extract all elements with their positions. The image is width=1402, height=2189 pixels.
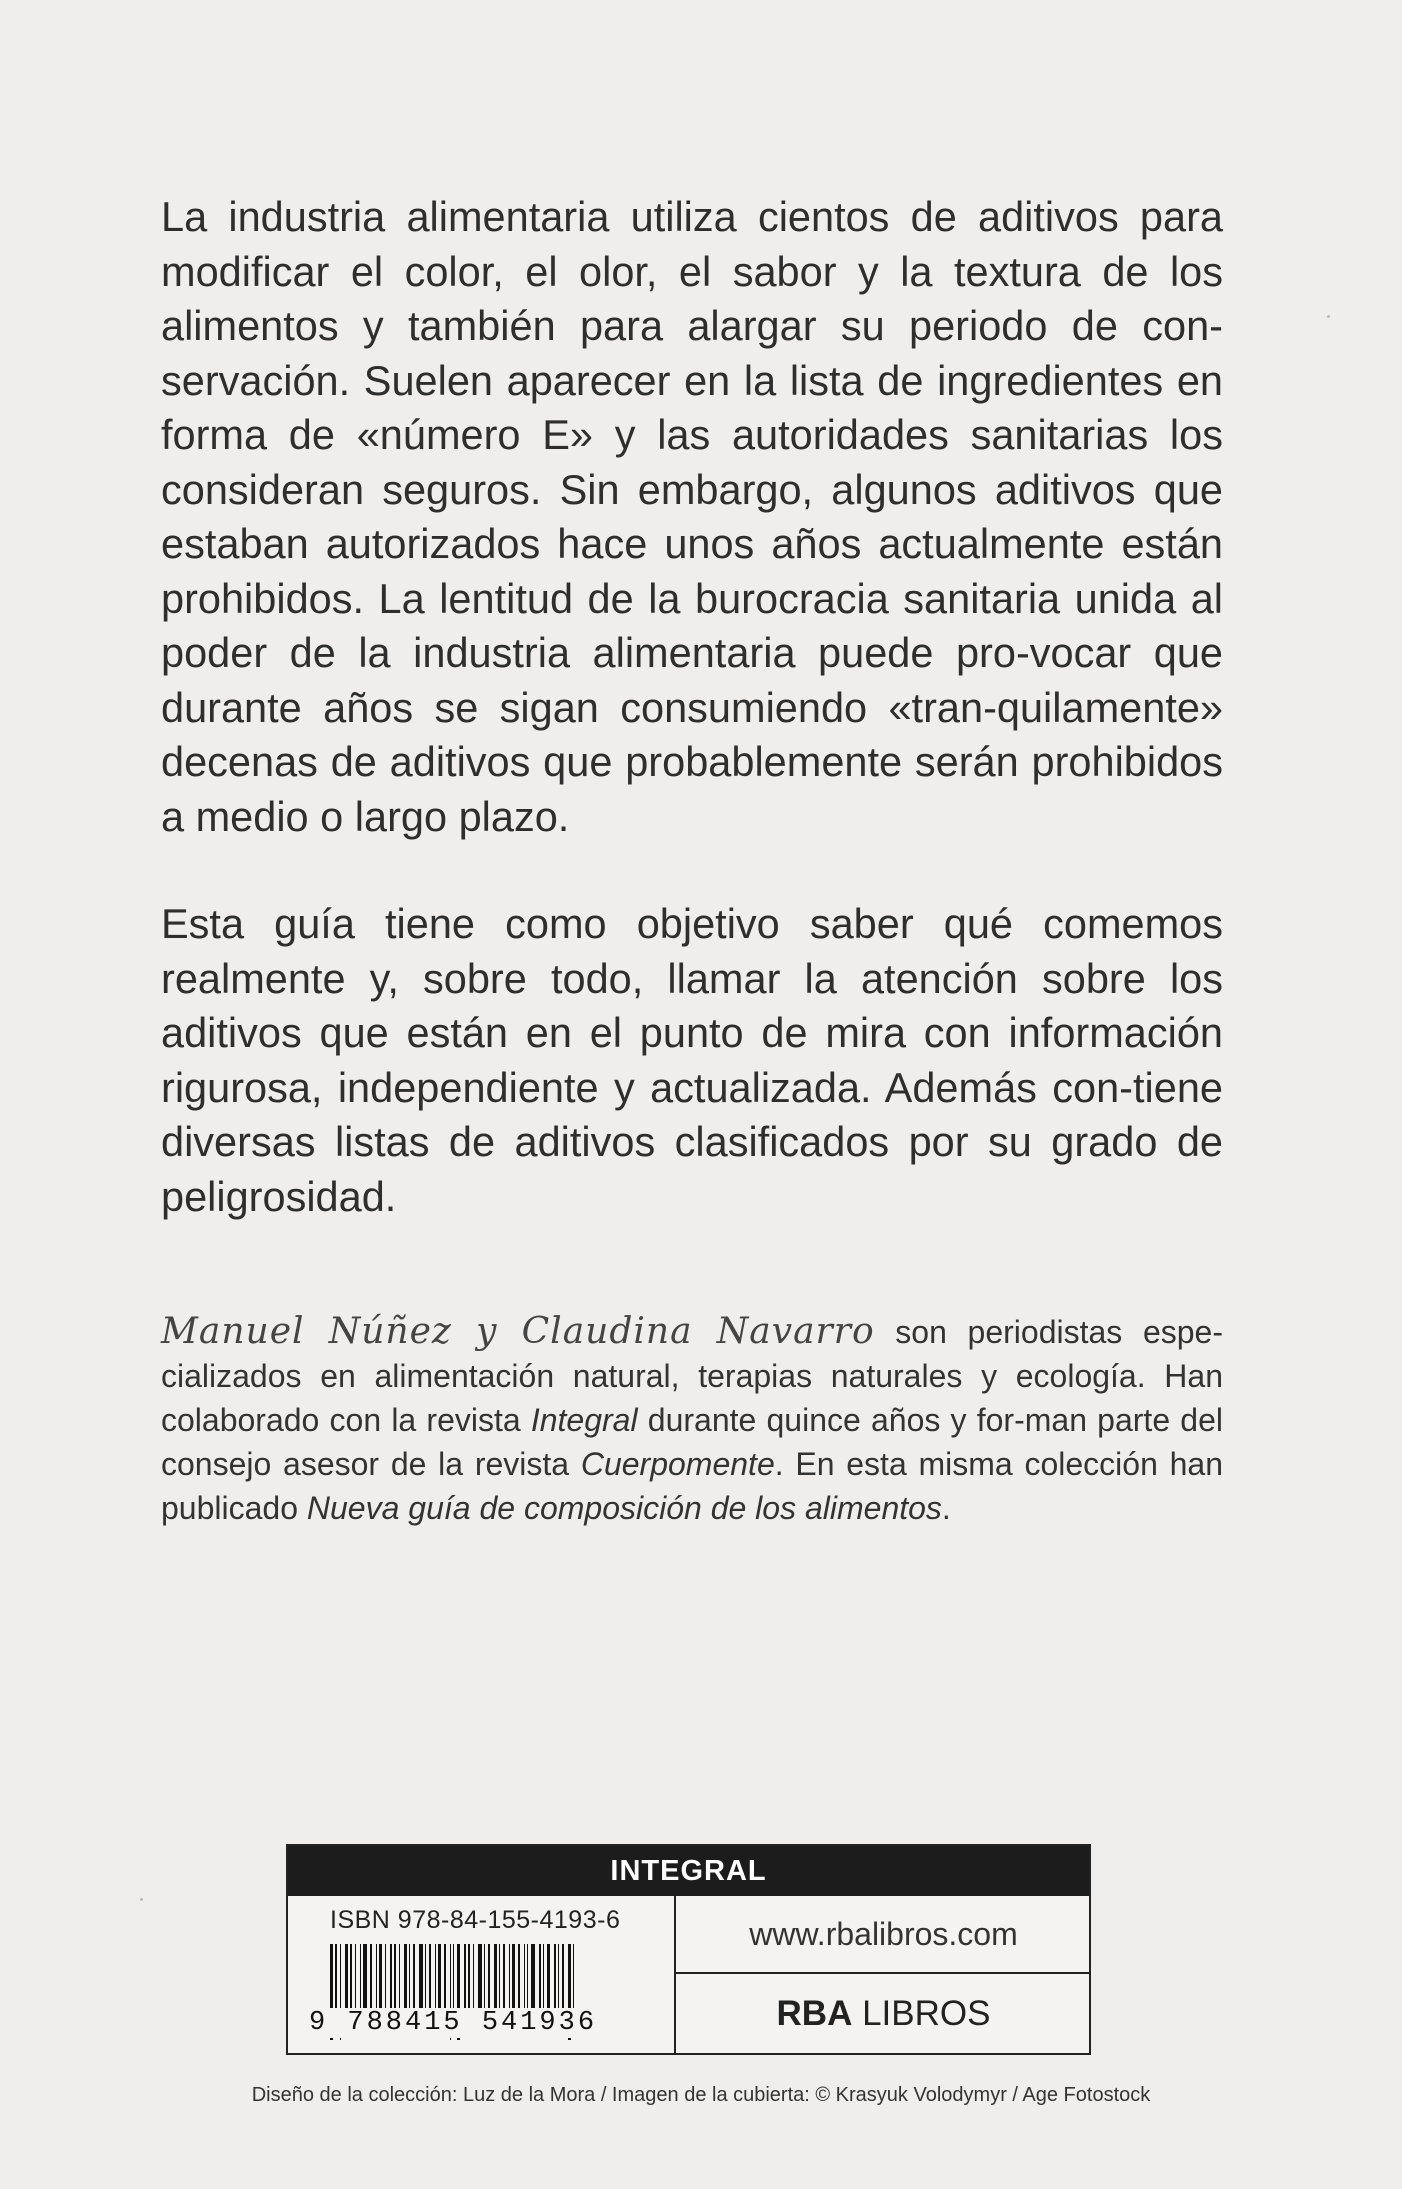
- isbn-text: ISBN 978-84-155-4193-6: [330, 1906, 621, 1934]
- barcode-digits: 9 788415 541936: [309, 2008, 598, 2038]
- bio-text-4: .: [941, 1490, 951, 1526]
- publisher-bold: RBA: [776, 1994, 853, 2033]
- website-link[interactable]: www.rbalibros.com: [676, 1896, 1091, 1974]
- publisher-logo: [676, 1974, 1091, 2053]
- magazine-cuerpomente: Cuerpomente: [580, 1446, 775, 1482]
- bio-text-3: . En esta misma colección han publicado: [161, 1446, 1224, 1526]
- collection-label: INTEGRAL: [288, 1846, 1089, 1896]
- book-title: Nueva guía de composición de los alimentos: [306, 1490, 942, 1526]
- description-paragraph-2: Esta guía tiene como objetivo saber qué comemos realmente y, sobre todo, llamar la atención sobre los aditivos que están en el punto de mira con información rigurosa, independiente y actualizada. Además con-tiene diversas listas de aditivos clasificados por su grado de peligrosidad.: [161, 900, 1223, 1220]
- publisher-rest: LIBROS: [852, 1994, 991, 2033]
- author-signature: Manuel Núñez y Claudina Navarro: [161, 1311, 875, 1352]
- publisher-info-box: [286, 1844, 1091, 2055]
- bio-text-1: son periodistas espe-cializados en alimentación natural, terapias naturales y ecología. Han colaborado con la revista: [161, 1314, 1223, 1438]
- speck: [1327, 315, 1330, 318]
- cover-credits: Diseño de la colección: Luz de la Mora / Imagen de la cubierta: © Krasyuk Volodymyr / Age Fotostock: [251, 2084, 1151, 2106]
- author-bio: [161, 1310, 1223, 1530]
- bio-text-2: durante quince años y for-man parte del consejo asesor de la revista: [161, 1402, 1223, 1482]
- isbn-cell: [288, 1896, 676, 2053]
- speck: [140, 1898, 143, 1901]
- description-paragraph-1: La industria alimentaria utiliza cientos de aditivos para modificar el color, el olor, el sabor y la textura de los alimentos y también para alargar su periodo de con-servación. Suelen aparecer en la lista de ingredientes en forma de «número E» y las autoridades sanitarias los consideran seguros. Sin embargo, algunos aditivos que estaban autorizados hace unos años actualmente están prohibidos. La lentitud de la burocracia sanitaria unida al poder de la industria alimentaria puede pro-vocar que durante años se sigan consumiendo «tran-quilamente» decenas de aditivos que probablemente serán prohibidos a medio o largo plazo.: [161, 193, 1223, 840]
- magazine-integral: Integral: [530, 1402, 638, 1438]
